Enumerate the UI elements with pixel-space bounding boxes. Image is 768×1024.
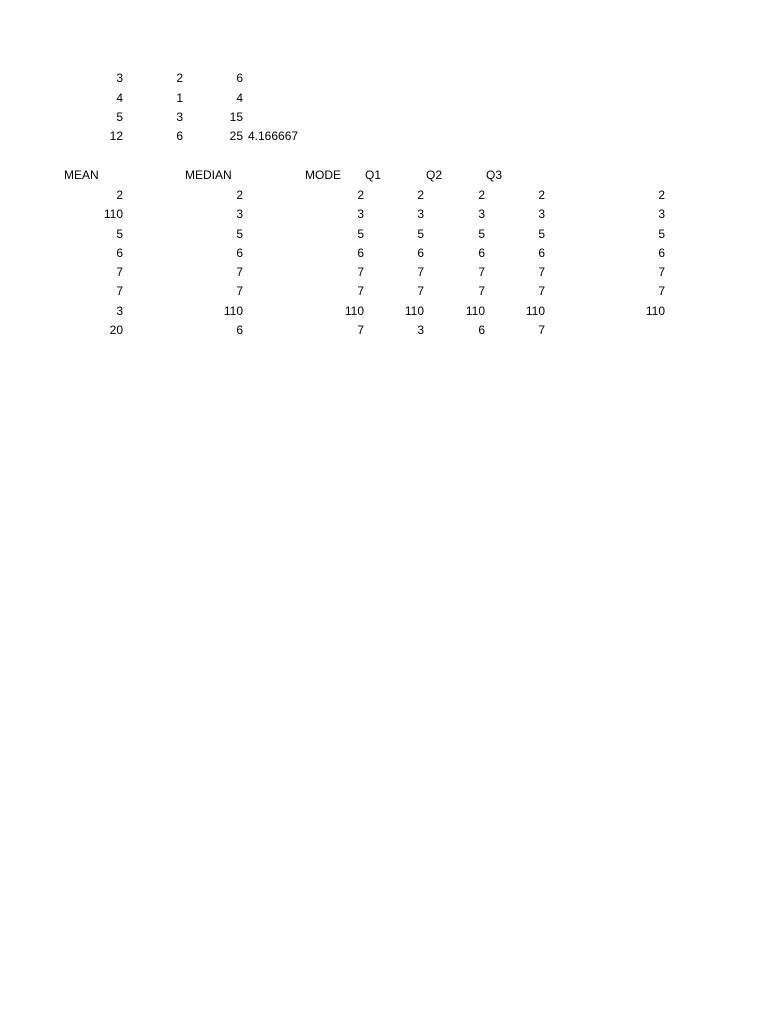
cell: 3 — [417, 207, 424, 221]
cell: 7 — [478, 284, 485, 298]
cell: 110 — [344, 304, 364, 318]
cell: 6 — [176, 129, 183, 143]
q2-result-cell: 6 — [478, 323, 485, 337]
cell: 3 — [357, 207, 364, 221]
table-row — [0, 263, 768, 282]
table-row — [0, 89, 768, 108]
cell: 3 — [176, 110, 183, 124]
table-row — [0, 186, 768, 205]
cell: 7 — [236, 265, 243, 279]
cell: 2 — [176, 71, 183, 85]
q1-result-cell: 3 — [417, 323, 424, 337]
cell: 3 — [236, 207, 243, 221]
table-row — [0, 108, 768, 127]
table-row — [0, 244, 768, 263]
header-q2: Q2 — [426, 168, 443, 182]
cell: 25 — [229, 129, 243, 143]
cell: 4 — [116, 91, 123, 105]
cell: 7 — [417, 284, 424, 298]
cell: 6 — [417, 246, 424, 260]
cell: 15 — [229, 110, 243, 124]
table-row — [0, 225, 768, 244]
cell: 3 — [658, 207, 665, 221]
table-row — [0, 205, 768, 224]
cell: 7 — [357, 265, 364, 279]
cell: 6 — [538, 246, 545, 260]
header-mean: MEAN — [64, 168, 99, 182]
header-median: MEDIAN — [185, 168, 232, 182]
cell: 6 — [236, 246, 243, 260]
cell: 7 — [116, 265, 123, 279]
cell: 4 — [236, 91, 243, 105]
cell: 7 — [658, 284, 665, 298]
header-row — [0, 166, 768, 185]
cell: 7 — [658, 265, 665, 279]
cell: 5 — [417, 227, 424, 241]
cell: 7 — [357, 284, 364, 298]
cell: 7 — [538, 284, 545, 298]
cell: 12 — [109, 129, 123, 143]
cell: 7 — [236, 284, 243, 298]
table-row-totals — [0, 127, 768, 146]
cell: 5 — [357, 227, 364, 241]
cell: 5 — [116, 227, 123, 241]
cell: 2 — [478, 188, 485, 202]
mean-result-cell: 4.166667 — [248, 129, 299, 143]
cell: 7 — [417, 265, 424, 279]
header-q1: Q1 — [365, 168, 382, 182]
header-mode: MODE — [305, 168, 341, 182]
cell: 5 — [116, 110, 123, 124]
cell: 2 — [116, 188, 123, 202]
table-row — [0, 69, 768, 88]
cell: 6 — [236, 71, 243, 85]
cell: 110 — [404, 304, 424, 318]
table-row — [0, 302, 768, 321]
cell: 6 — [357, 246, 364, 260]
cell: 110 — [525, 304, 545, 318]
cell: 2 — [357, 188, 364, 202]
cell: 1 — [176, 91, 183, 105]
cell: 7 — [116, 284, 123, 298]
cell: 2 — [538, 188, 545, 202]
cell: 6 — [478, 246, 485, 260]
cell: 5 — [538, 227, 545, 241]
cell: 7 — [478, 265, 485, 279]
table-row-results — [0, 321, 768, 340]
cell: 2 — [417, 188, 424, 202]
cell: 2 — [658, 188, 665, 202]
cell: 110 — [223, 304, 243, 318]
cell: 5 — [236, 227, 243, 241]
cell: 110 — [645, 304, 665, 318]
cell: 6 — [658, 246, 665, 260]
cell: 3 — [538, 207, 545, 221]
header-q3: Q3 — [486, 168, 503, 182]
cell: 3 — [478, 207, 485, 221]
cell: 5 — [658, 227, 665, 241]
cell: 3 — [116, 71, 123, 85]
cell: 110 — [103, 207, 123, 221]
q3-result-cell: 7 — [538, 323, 545, 337]
cell: 5 — [478, 227, 485, 241]
median-result-cell: 6 — [236, 323, 243, 337]
cell: 3 — [116, 304, 123, 318]
cell: 7 — [538, 265, 545, 279]
mean-result-cell: 20 — [109, 323, 123, 337]
table-row — [0, 282, 768, 301]
cell: 110 — [465, 304, 485, 318]
cell: 6 — [116, 246, 123, 260]
cell: 2 — [236, 188, 243, 202]
mode-result-cell: 7 — [357, 323, 364, 337]
